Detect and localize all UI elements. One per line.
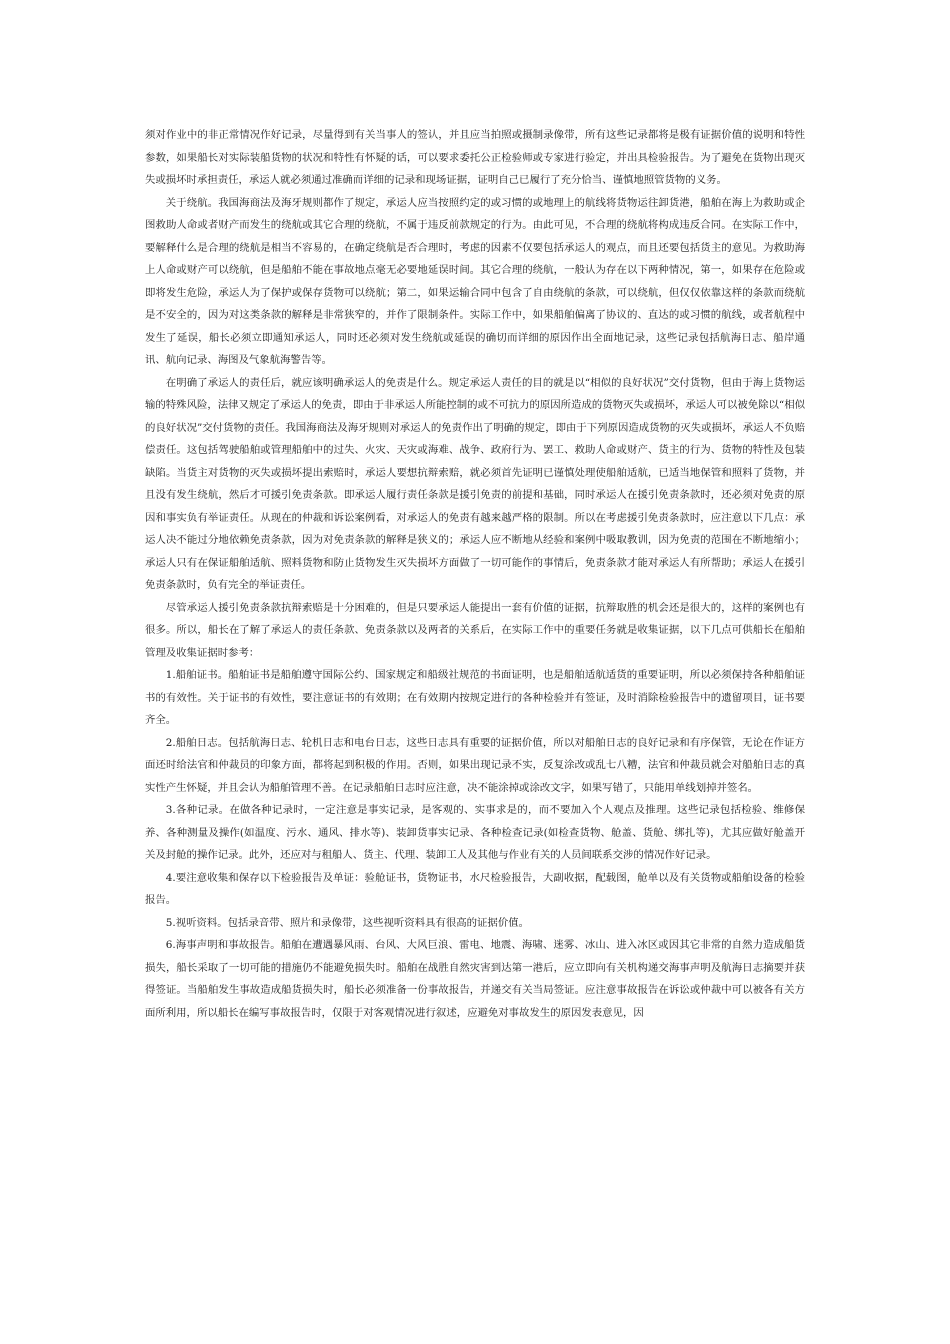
paragraph-continued: 须对作业中的非正常情况作好记录，尽量得到有关当事人的签认，并且应当拍照或摄制录像带，所有这些记录都将是极有证据价值的说明和特性参数，如果船长对实际装船货物的状况和特性有怀疑的话，可以要求委托公正检验师或专家进行验定，并出具检验报告。为了避免在货物出现灭失或损坏时承担责任，承运人就必须通过准确而详细的记录和现场证据，证明自己已履行了充分恰当、谨慎地照管货物的义务。 [145, 129, 805, 186]
list-item-sea-protest: 6.海事声明和事故报告。船舶在遭遇暴风雨、台风、大风巨浪、雷电、地震、海啸、迷雾、冰山、进入冰区或因其它非常的自然力造成船货损失，船长采取了一切可能的措施仍不能避免损失时。船舶在战胜自然灾害到达第一港后，应立即向有关机构递交海事声明及航海日志摘要并获得签证。当船舶发生事故造成船货损失时，船长必须准备一份事故报告，并递交有关当局签证。应注意事故报告在诉讼或仲裁中可以被各有关方面所利用，所以船长在编写事故报告时，仅限于对客观情况进行叙述，应避免对事故发生的原因发表意见，因 [145, 939, 805, 1019]
paragraph-evidence-intro: 尽管承运人援引免责条款抗辩索赔是十分困难的，但是只要承运人能提出一套有价值的证据，抗辩取胜的机会还是很大的，这样的案例也有很多。所以，船长在了解了承运人的责任条款、免责条款以及两者的关系后，在实际工作中的重要任务就是收集证据，以下几点可供船长在船舶管理及收集证据时参考： [145, 601, 805, 659]
list-item-inspection-reports: 4.要注意收集和保存以下检验报告及单证：验舱证书，货物证书，水尺检验报告，大副收据，配载图，舱单以及有关货物或船舶设备的检验报告。 [145, 871, 805, 906]
paragraph-deviation: 关于绕航。我国海商法及海牙规则都作了规定，承运人应当按照约定的或习惯的或地理上的航线将货物运往卸货港，船舶在海上为救助或企图救助人命或者财产而发生的绕航或其它合理的绕航，不属于违反前款规定的行为。由此可见，不合理的绕航将构成违反合同。在实际工作中，要解释什么是合理的绕航是相当不容易的，在确定绕航是否合理时，考虑的因素不仅要包括承运人的观点，而且还要包括货主的意见。为救助海上人命或财产可以绕航，但是船舶不能在事故地点毫无必要地延误时间。其它合理的绕航，一般认为存在以下两种情况，第一，如果存在危险或即将发生危险，承运人为了保护或保存货物可以绕航；第二，如果运输合同中包含了自由绕航的条款，可以绕航，但仅仅依靠这样的条款而绕航是不安全的，因为对这类条款的解释是非常狭窄的，并作了限制条件。实际工作中，如果船舶偏离了协议的、直达的或习惯的航线，或者航程中发生了延误，船长必须立即通知承运人，同时还必须对发生绕航或延误的确切而详细的原因作出全面地记录，这些记录包括航海日志、船岸通讯、航向记录、海图及气象航海警告等。 [145, 196, 805, 366]
list-item-audiovisual: 5.视听资料。包括录音带、照片和录像带，这些视听资料具有很高的证据价值。 [165, 916, 529, 929]
paragraph-exemptions: 在明确了承运人的责任后，就应该明确承运人的免责是什么。规定承运人责任的目的就是以“相似的良好状况”交付货物，但由于海上货物运输的特殊风险，法律又规定了承运人的免责，即由于非承运人所能控制的或不可抗力的原因所造成的货物灭失或损坏，承运人可以被免除以“相似的良好状况”交付货物的责任。我国海商法及海牙规则对承运人的免责作出了明确的规定，即由于下列原因造成货物的灭失或损坏，承运人不负赔偿责任。这包括驾驶船舶或管理船舶中的过失、火灾、天灾或海难、战争、政府行为、罢工、救助人命或财产、货主的行为、货物的特性及包装缺陷。当货主对货物的灭失或损坏提出索赔时，承运人要想抗辩索赔，就必须首先证明已谨慎处理使船舶适航，已适当地保管和照料了货物，并且没有发生绕航，然后才可援引免责条款。即承运人履行责任条款是援引免责的前提和基础，同时承运人在援引免责条款时，还必须对免责的原因和事实负有举证责任。从现在的仲裁和诉讼案例看，对承运人的免责有越来越严格的限制。所以在考虑援引免责条款时，应注意以下几点：承运人决不能过分地依赖免责条款，因为对免责条款的解释是狭义的；承运人应不断地从经验和案例中吸取教训，因为免责的范围在不断地缩小；承运人只有在保证船舶适航、照料货物和防止货物发生灭失损坏方面做了一切可能作的事情后，免责条款才能对承运人有所帮助；承运人在援引免责条款时，负有完全的举证责任。 [145, 376, 805, 591]
list-item-ship-certificates: 1.船舶证书。船舶证书是船舶遵守国际公约、国家规定和船级社规范的书面证明，也是船舶适航适货的重要证明，所以必须保持各种船舶证书的有效性。关于证书的有效性，要注意证书的有效期；在有效期内按规定进行的各种检验并有签证，及时消除检验报告中的遗留项目，证书要齐全。 [145, 669, 805, 726]
document-page [145, 124, 805, 1024]
list-item-records: 3.各种记录。在做各种记录时，一定注意是事实记录，是客观的、实事求是的，而不要加入个人观点及推理。这些记录包括检验、维修保养、各种测量及操作(如温度、污水、通风、排水等)、装卸货事实记录、各种检查记录(如检查货物、舱盖、货舱、绑扎等)，尤其应做好舱盖开关及封舱的操作记录。此外，还应对与租船人、货主、代理、装卸工人及其他与作业有关的人员间联系交涉的情况作好记录。 [145, 804, 805, 861]
list-item-ship-logs: 2.船舶日志。包括航海日志、轮机日志和电台日志，这些日志具有重要的证据价值，所以对船舶日志的良好记录和有序保管，无论在作证方面还时给法官和仲裁员的印象方面，都将起到积极的作用。否则，如果出现记录不实，反复涂改或乱七八糟，法官和仲裁员就会对船舶日志的真实性产生怀疑，并且会认为船舶管理不善。在记录船舶日志时应注意，决不能涂掉或涂改文字，如果写错了，只能用单线划掉并签名。 [145, 736, 805, 794]
